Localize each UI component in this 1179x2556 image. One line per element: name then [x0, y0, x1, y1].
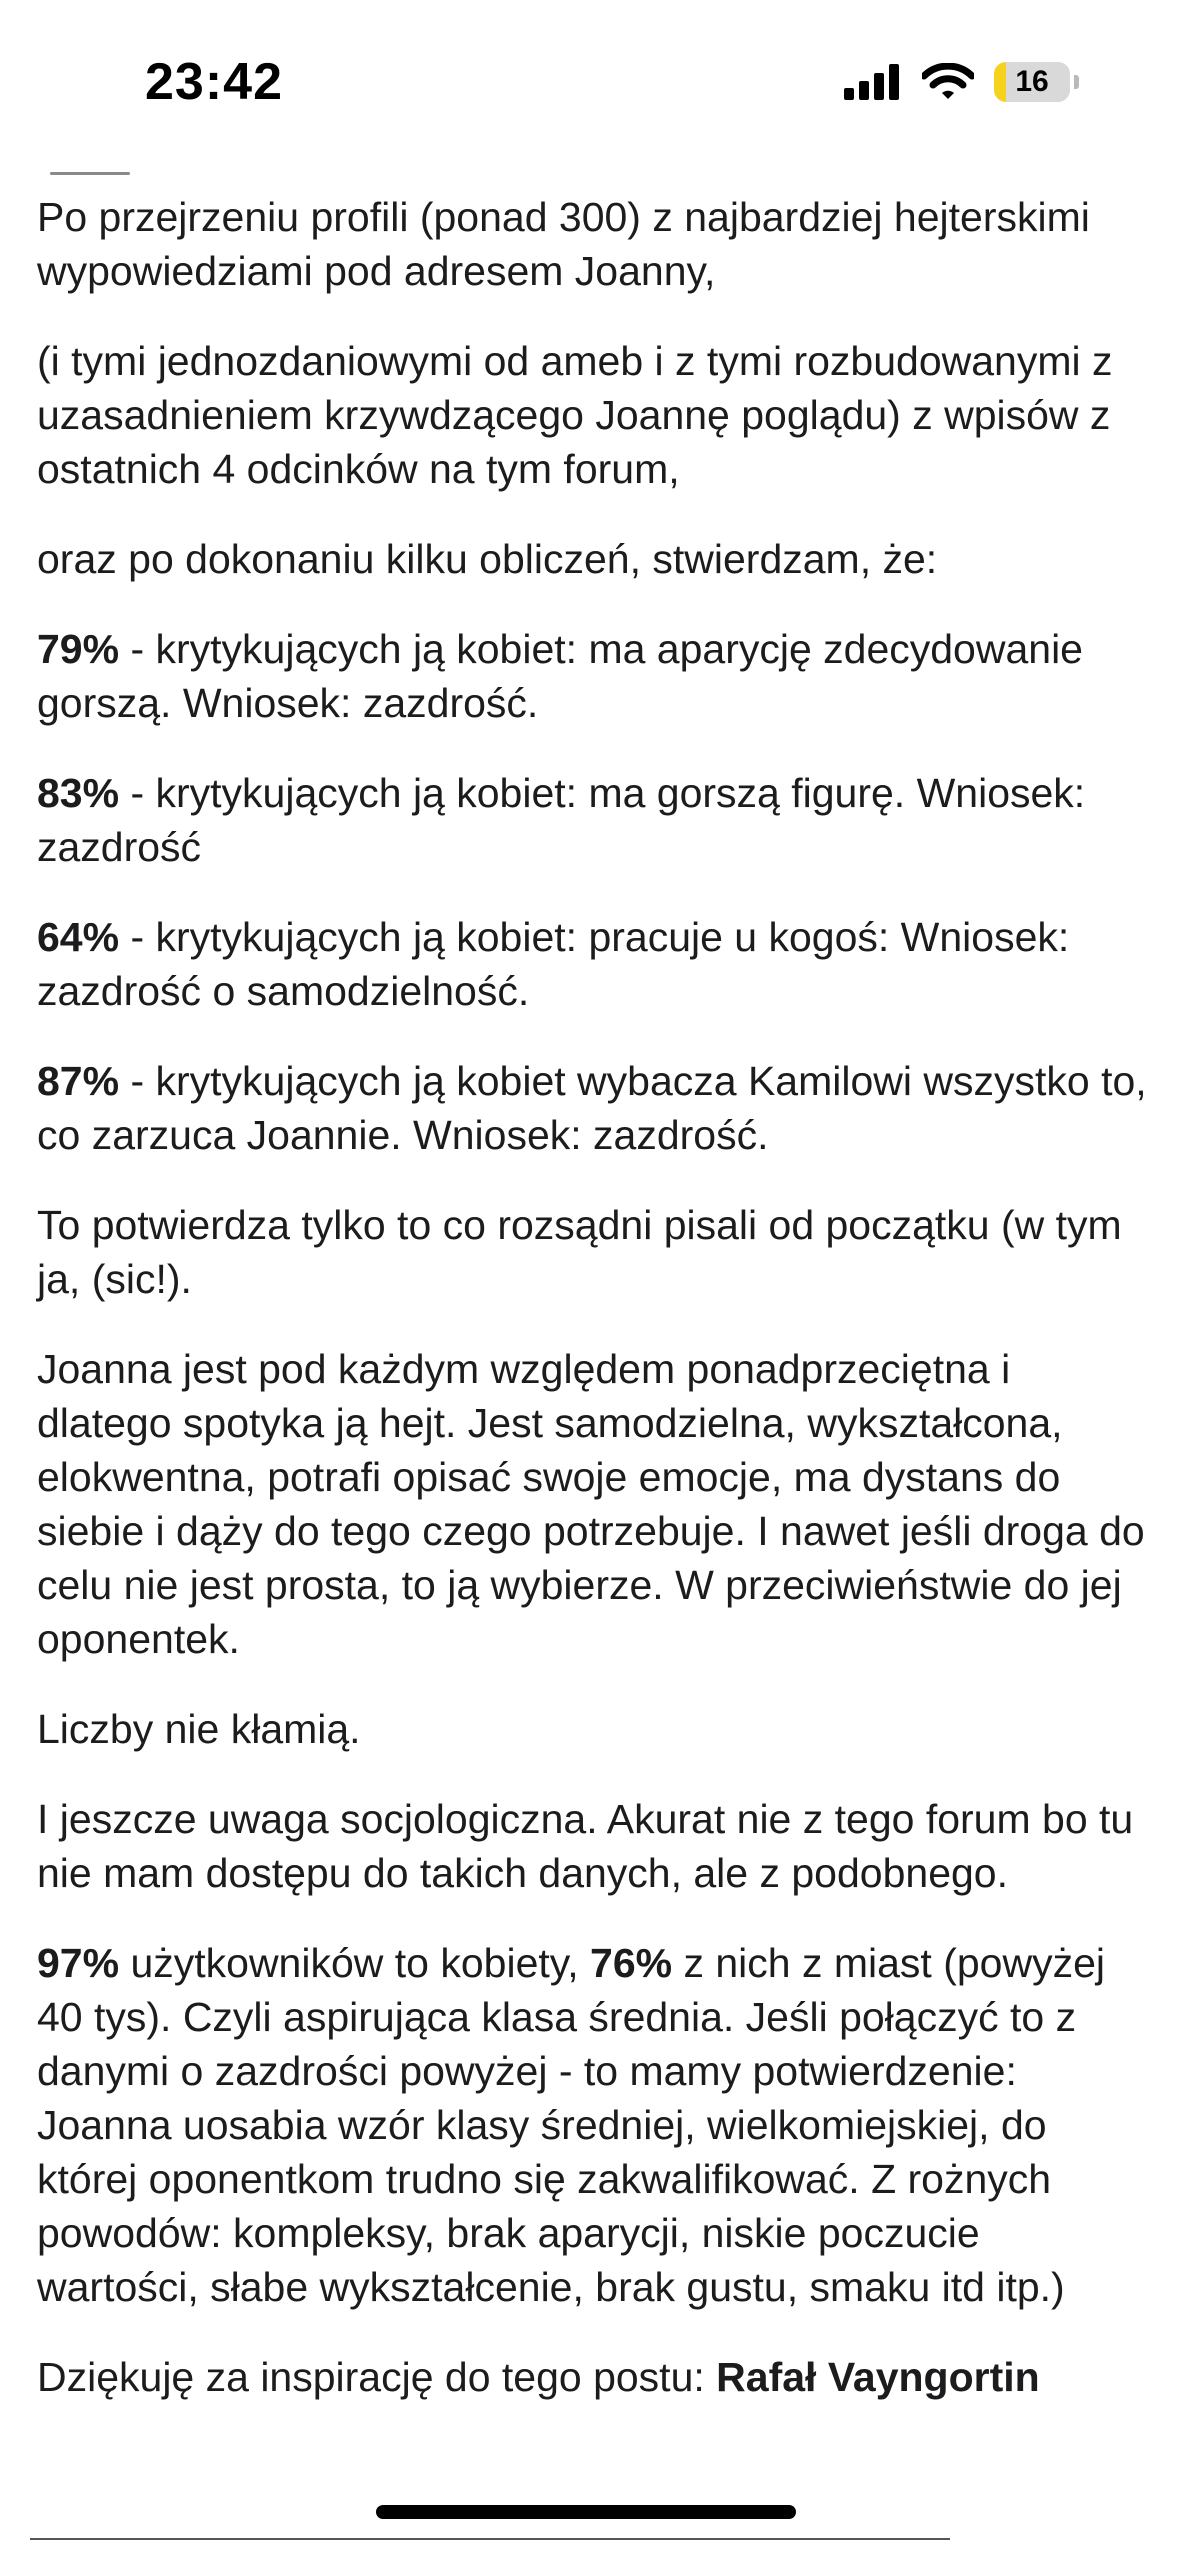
- wifi-icon: [922, 63, 974, 101]
- bottom-divider: [30, 2538, 950, 2540]
- author-name[interactable]: Rafał Vayngortin: [716, 2354, 1040, 2400]
- stat-item: [37, 1054, 1147, 1162]
- scroll-indicator: [50, 172, 130, 175]
- battery-tip: [1074, 75, 1079, 89]
- stat-percent: 83%: [37, 770, 120, 816]
- post-credit: Dziękuję za inspirację do tego postu: Rafał Vayngortin: [37, 2354, 1040, 2400]
- stat-percent: 79%: [37, 626, 120, 672]
- stat-percent: 87%: [37, 1058, 120, 1104]
- post-paragraph: I jeszcze uwaga socjologiczna. Akurat nie z tego forum bo tu nie mam dostępu do takich danych, ale z podobnego.: [37, 1796, 1134, 1896]
- stat-item: [37, 622, 1147, 730]
- post-paragraph: Po przejrzeniu profili (ponad 300) z najbardziej hejterskimi wypowiedziami pod adresem Joanny,: [37, 194, 1090, 294]
- cellular-signal-icon: [844, 64, 902, 100]
- status-bar: [0, 0, 1179, 170]
- post-paragraph: 97% użytkowników to kobiety, 76% z nich z miast (powyżej 40 tys). Czyli aspirująca klasa średnia. Jeśli połączyć to z danymi o zazdrości powyżej - to mamy potwierdzenie: Joanna uosabia wzór klasy średniej, wielkomiejskiej, do której oponentkom trudno się zakwalifikować. Z rożnych powodów: kompleksy, brak aparycji, niskie poczucie wartości, słabe wykształcenie, brak gustu, smaku itd itp.): [37, 1940, 1105, 2310]
- stat-item: [37, 910, 1147, 1018]
- stat-item: [37, 766, 1147, 874]
- post-paragraph: Liczby nie kłamią.: [37, 1706, 361, 1752]
- stat-percent: 64%: [37, 914, 120, 960]
- battery-icon: [994, 62, 1070, 102]
- stat-text: - krytykujących ją kobiet: ma gorszą figurę. Wniosek: zazdrość: [37, 770, 1086, 870]
- stat-percent: 76%: [590, 1940, 673, 1986]
- status-time: 23:42: [145, 53, 283, 111]
- home-indicator[interactable]: [376, 2505, 796, 2519]
- battery-level: 16: [1015, 65, 1049, 98]
- post-paragraph: To potwierdza tylko to co rozsądni pisali od początku (w tym ja, (sic!).: [37, 1202, 1122, 1302]
- status-icons: [844, 62, 1079, 102]
- stat-percent: 97%: [37, 1940, 120, 1986]
- battery-fill: [994, 62, 1006, 102]
- post-paragraph: Joanna jest pod każdym względem ponadprzeciętna i dlatego spotyka ją hejt. Jest samodzielna, wykształcona, elokwentna, potrafi opisać swoje emocje, ma dystans do siebie i dąży do tego czego potrzebuje. I nawet jeśli droga do celu nie jest prosta, to ją wybierze. W przeciwieństwie do jej oponentek.: [37, 1346, 1145, 1662]
- post-body[interactable]: [37, 190, 1147, 2440]
- post-paragraph: (i tymi jednozdaniowymi od ameb i z tymi rozbudowanymi z uzasadnieniem krzywdzącego Joannę poglądu) z wpisów z ostatnich 4 odcinków na tym forum,: [37, 338, 1113, 492]
- stat-text: - krytykujących ją kobiet: pracuje u kogoś: Wniosek: zazdrość o samodzielność.: [37, 914, 1070, 1014]
- stat-text: - krytykujących ją kobiet: ma aparycję zdecydowanie gorszą. Wniosek: zazdrość.: [37, 626, 1083, 726]
- post-paragraph: oraz po dokonaniu kilku obliczeń, stwierdzam, że:: [37, 536, 938, 582]
- stat-text: - krytykujących ją kobiet wybacza Kamilowi wszystko to, co zarzuca Joannie. Wniosek: zazdrość.: [37, 1058, 1147, 1158]
